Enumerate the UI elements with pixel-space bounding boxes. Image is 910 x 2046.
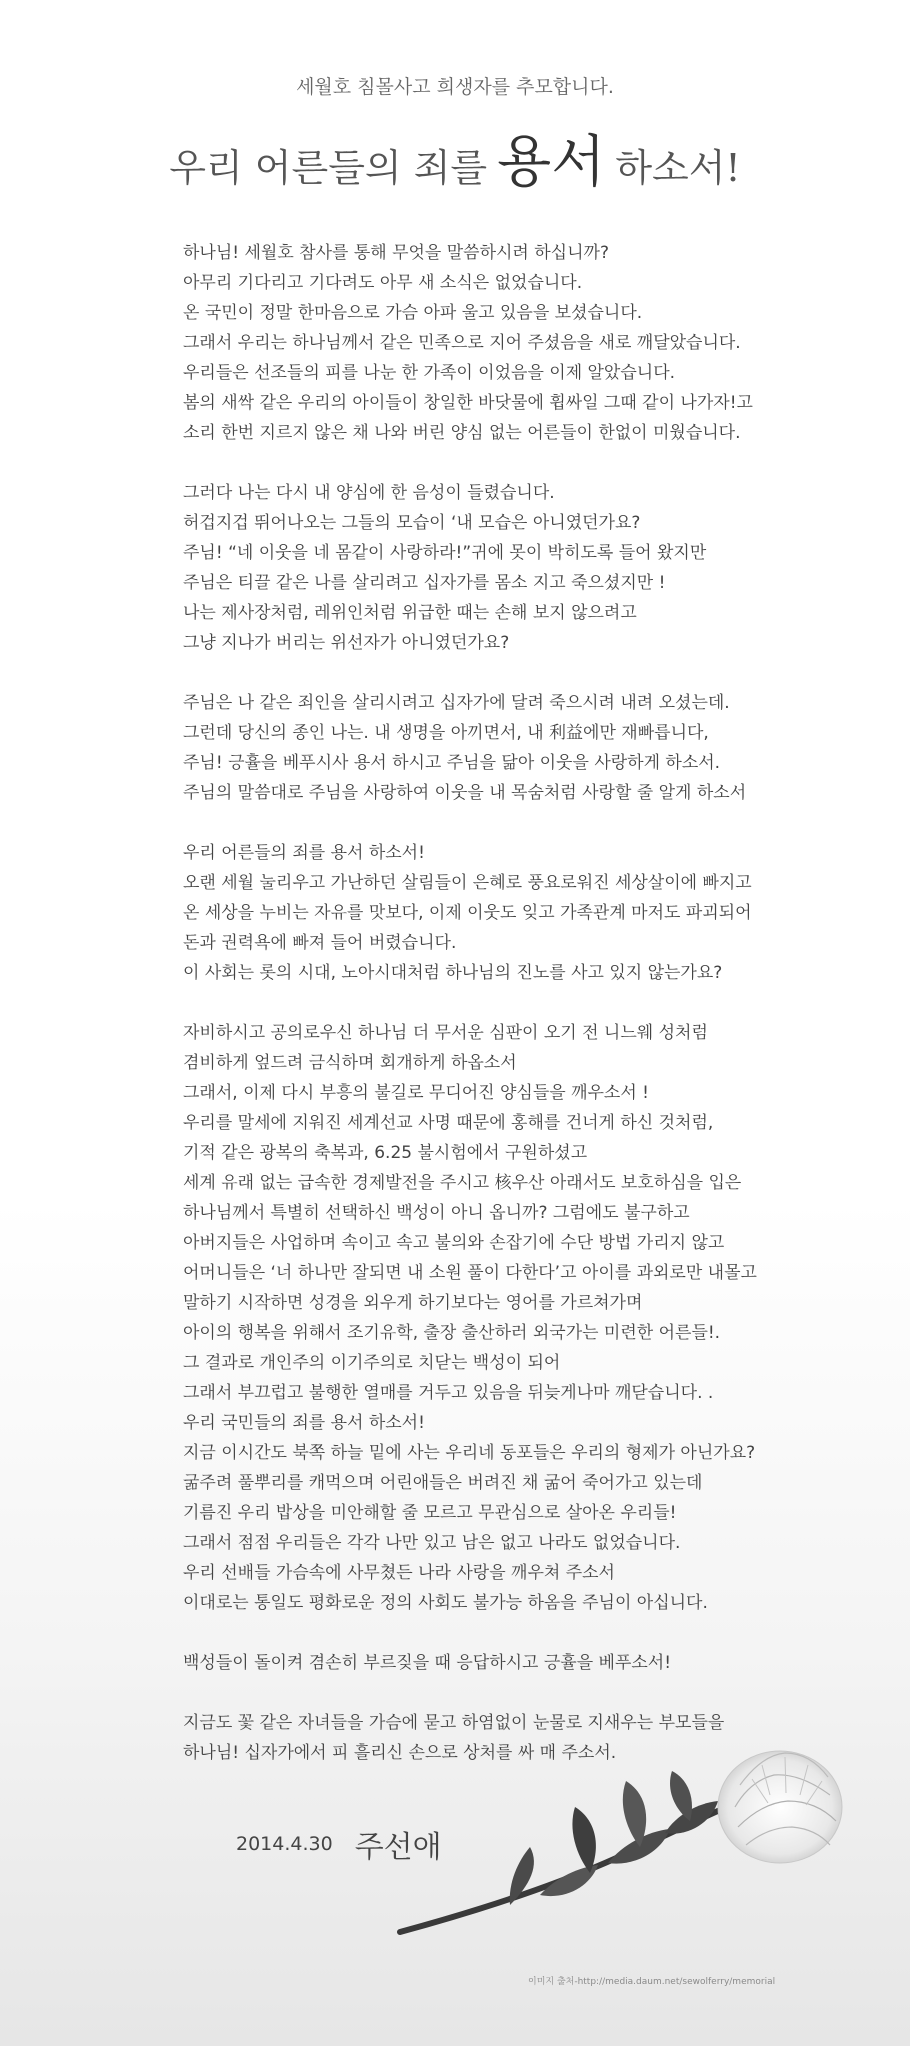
prayer-line: 아무리 기다리고 기다려도 아무 새 소식은 없었습니다. (183, 273, 583, 293)
page-title (0, 118, 910, 198)
prayer-line: 이 사회는 롯의 시대, 노아시대처럼 하나님의 진노를 사고 있지 않는가요? (183, 963, 723, 983)
prayer-line: 온 국민이 정말 한마음으로 가슴 아파 울고 있음을 보셨습니다. (183, 303, 643, 323)
prayer-line: 그런데 당신의 종인 나는. 내 생명을 아끼면서, 내 利益에만 재빠릅니다, (183, 723, 709, 743)
prayer-line: 주님! “네 이웃을 네 몸같이 사랑하라!”귀에 못이 박히도록 들어 왔지만 (183, 543, 707, 563)
prayer-line: 오랜 세월 눌리우고 가난하던 살림들이 은혜로 풍요로워진 세상살이에 빠지고 (183, 873, 752, 893)
signature-name: 주선애 (354, 1830, 442, 1865)
prayer-line: 그래서 부끄럽고 불행한 열매를 거두고 있음을 뒤늦게나마 깨닫습니다. . (183, 1383, 714, 1403)
prayer-line: 우리를 말세에 지워진 세계선교 사명 때문에 홍해를 건너게 하신 것처럼, (183, 1113, 714, 1133)
prayer-paragraph (183, 478, 783, 658)
title-part-1: 우리 어른들의 죄를 (169, 146, 488, 190)
prayer-paragraph (183, 1018, 783, 1618)
title-part-2: 하소서! (615, 146, 741, 190)
prayer-body (183, 238, 783, 1798)
prayer-line: 봄의 새싹 같은 우리의 아이들이 창일한 바닷물에 휩싸일 그때 같이 나가자!고 (183, 393, 753, 413)
prayer-line: 그러다 나는 다시 내 양심에 한 음성이 들렸습니다. (183, 483, 555, 503)
prayer-line: 아이의 행복을 위해서 조기유학, 출장 출산하러 외국가는 미련한 어른들!. (183, 1323, 721, 1343)
signature (236, 1822, 442, 1866)
memorial-subtitle: 세월호 침몰사고 희생자를 추모합니다. (296, 76, 614, 98)
prayer-line: 주님은 나 같은 죄인을 살리시려고 십자가에 달려 죽으시려 내려 오셨는데. (183, 693, 730, 713)
prayer-line: 돈과 권력욕에 빠져 들어 버렸습니다. (183, 933, 457, 953)
prayer-line: 기적 같은 광복의 축복과, 6.25 불시험에서 구원하셨고 (183, 1143, 588, 1163)
prayer-line: 하나님께서 특별히 선택하신 백성이 아니 옵니까? 그럼에도 불구하고 (183, 1203, 690, 1223)
prayer-line: 기름진 우리 밥상을 미안해할 줄 모르고 무관심으로 살아온 우리들! (183, 1503, 677, 1523)
prayer-line: 주님! 긍휼을 베푸시사 용서 하시고 주님을 닮아 이웃을 사랑하게 하소서. (183, 753, 721, 773)
prayer-line: 말하기 시작하면 성경을 외우게 하기보다는 영어를 가르쳐가며 (183, 1293, 643, 1313)
prayer-paragraph (183, 838, 783, 988)
prayer-line: 소리 한번 지르지 않은 채 나와 버린 양심 없는 어른들이 한없이 미웠습니다. (183, 423, 741, 443)
prayer-line: 우리 국민들의 죄를 용서 하소서! (183, 1413, 425, 1433)
prayer-line: 지금도 꽃 같은 자녀들을 가슴에 묻고 하염없이 눈물로 지새우는 부모들을 (183, 1713, 725, 1733)
flower-head (718, 1751, 842, 1863)
prayer-line: 주님은 티끌 같은 나를 살리려고 십자가를 몸소 지고 죽으셨지만 ! (183, 573, 666, 593)
prayer-line: 세계 유래 없는 급속한 경제발전을 주시고 核우산 아래서도 보호하심을 입은 (183, 1173, 742, 1193)
prayer-paragraph (183, 238, 783, 448)
prayer-line: 그래서, 이제 다시 부흥의 불길로 무디어진 양심들을 깨우소서 ! (183, 1083, 649, 1103)
title-emphasis: 용서 (497, 130, 606, 195)
prayer-line: 나는 제사장처럼, 레위인처럼 위급한 때는 손해 보지 않으려고 (183, 603, 637, 623)
prayer-line: 지금 이시간도 북쪽 하늘 밑에 사는 우리네 동포들은 우리의 형제가 아닌가요? (183, 1443, 756, 1463)
prayer-paragraph (183, 688, 783, 808)
prayer-paragraph (183, 1648, 783, 1678)
prayer-line: 굶주려 풀뿌리를 캐먹으며 어린애들은 버려진 채 굶어 죽어가고 있는데 (183, 1473, 703, 1493)
prayer-line: 온 세상을 누비는 자유를 맛보다, 이제 이웃도 잊고 가족관계 마저도 파괴되어 (183, 903, 752, 923)
prayer-line: 자비하시고 공의로우신 하나님 더 무서운 심판이 오기 전 니느웨 성처럼 (183, 1023, 708, 1043)
prayer-line: 그래서 점점 우리들은 각각 나만 있고 남은 없고 나라도 없었습니다. (183, 1533, 681, 1553)
prayer-line: 우리 어른들의 죄를 용서 하소서! (183, 843, 425, 863)
prayer-line: 그냥 지나가 버리는 위선자가 아니였던가요? (183, 633, 510, 653)
prayer-line: 그래서 우리는 하나님께서 같은 민족으로 지어 주셨음을 새로 깨달았습니다. (183, 333, 741, 353)
prayer-line: 이대로는 통일도 평화로운 정의 사회도 불가능 하옴을 주님이 아십니다. (183, 1593, 708, 1613)
image-credit: 이미지 출처-http://media.daum.net/sewolferry/memorial (528, 1977, 776, 1987)
prayer-line: 아버지들은 사업하며 속이고 속고 불의와 손잡기에 수단 방법 가리지 않고 (183, 1233, 725, 1253)
prayer-line: 우리 선배들 가슴속에 사무쳤든 나라 사랑을 깨우쳐 주소서 (183, 1563, 615, 1583)
prayer-line: 주님의 말씀대로 주님을 사랑하여 이웃을 내 목숨처럼 사랑할 줄 알게 하소서 (183, 783, 747, 803)
signature-date: 2014.4.30 (236, 1833, 333, 1855)
chrysanthemum-illustration (390, 1735, 850, 1950)
prayer-line: 어머니들은 ‘너 하나만 잘되면 내 소원 풀이 다한다’고 아이를 과외로만 내몰고 (183, 1263, 757, 1283)
prayer-line: 허겁지겁 뛰어나오는 그들의 모습이 ‘내 모습은 아니였던가요? (183, 513, 641, 533)
prayer-line: 겸비하게 엎드려 금식하며 회개하게 하옵소서 (183, 1053, 517, 1073)
prayer-line: 하나님! 십자가에서 피 흘리신 손으로 상처를 싸 매 주소서. (183, 1743, 617, 1763)
prayer-line: 백성들이 돌이켜 겸손히 부르짖을 때 응답하시고 긍휼을 베푸소서! (183, 1653, 672, 1673)
prayer-line: 그 결과로 개인주의 이기주의로 치닫는 백성이 되어 (183, 1353, 561, 1373)
prayer-line: 하나님! 세월호 참사를 통해 무엇을 말씀하시려 하십니까? (183, 243, 609, 263)
prayer-line: 우리들은 선조들의 피를 나눈 한 가족이 이었음을 이제 알았습니다. (183, 363, 676, 383)
